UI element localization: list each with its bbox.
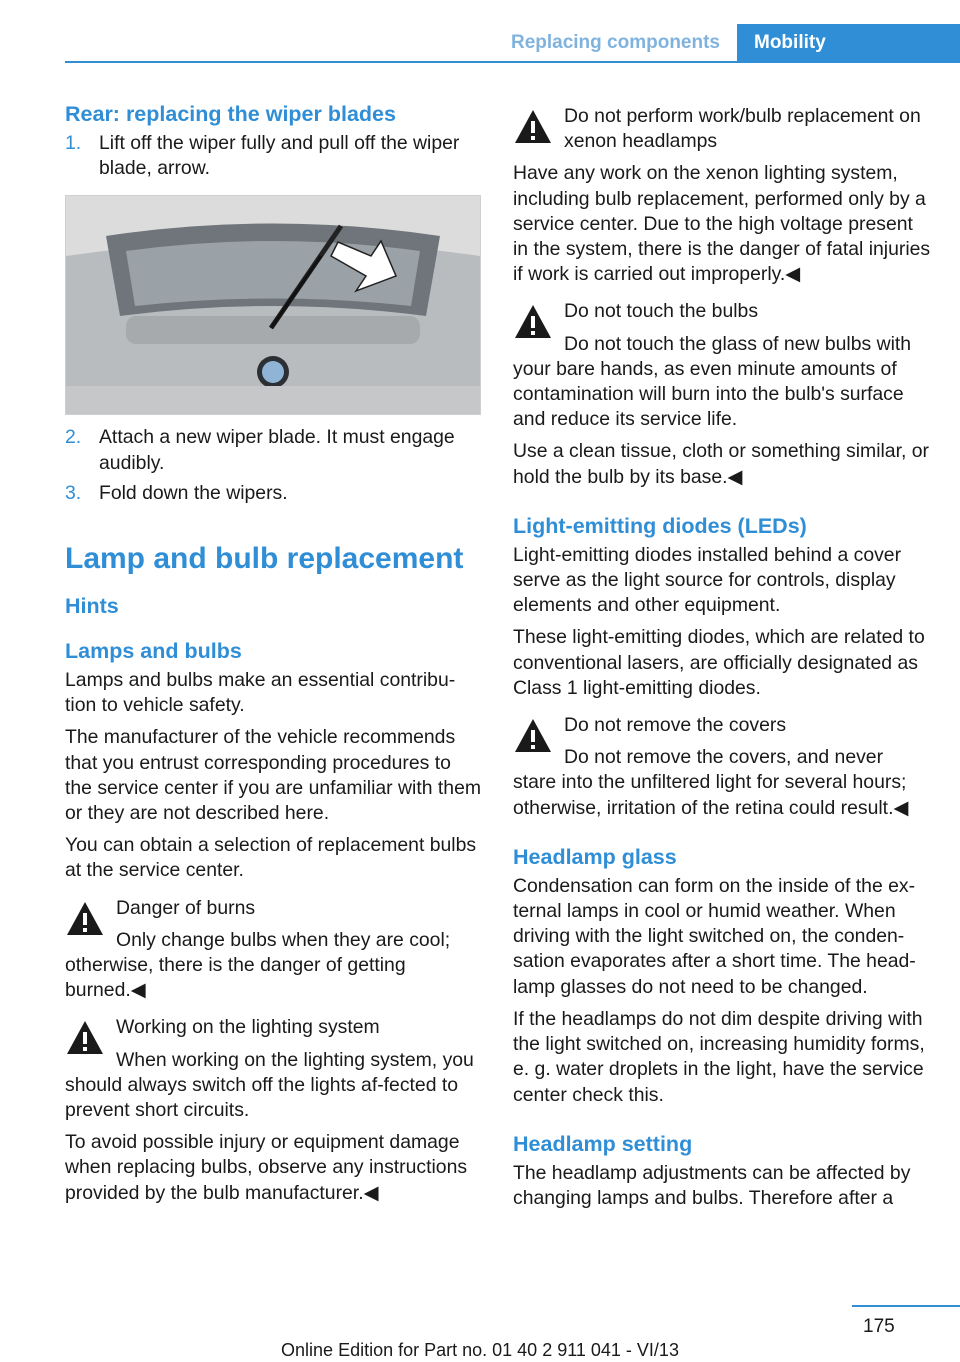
header-chapter-label: Mobility [754, 32, 826, 53]
warning-title: Working on the lighting system [116, 1016, 380, 1039]
paragraph: Use a clean tissue, cloth or something similar, or hold the bulb by its base.◀ [513, 440, 929, 488]
paragraph: If the headlamps do not dim despite driving with the light switched on, increasing humidity forms, e. g. water droplets in the light, have the service center check this. [513, 1007, 925, 1106]
hints-heading: Hints [65, 594, 119, 619]
paragraph: Lamps and bulbs make an essential contribu‐tion to vehicle safety. [65, 669, 456, 717]
paragraph: The manufacturer of the vehicle recommends that you entrust corresponding procedures to the service center if you are unfamiliar with them or they are not described here. [65, 726, 481, 825]
wiper-heading: Rear: replacing the wiper blades [65, 102, 396, 126]
rear-wiper-photo [65, 195, 481, 415]
warning-triangle-icon [513, 716, 553, 756]
header-chapter-tab [737, 24, 960, 63]
warning-body: Have any work on the xenon lighting system, including bulb replacement, performed only by a service center. Due to the high voltage present in the system, there is the danger of fatal injuries if work is carried out improperly.◀ [513, 162, 931, 286]
footer-rule [852, 1305, 960, 1307]
step-text: Lift off the wiper fully and pull off the wiper blade, arrow. [99, 132, 460, 180]
step-text: Fold down the wipers. [99, 481, 288, 504]
paragraph: These light-emitting diodes, which are related to conventional lasers, are officially designated as Class 1 light-emitting diodes. [513, 626, 925, 699]
warning-body: Do not remove the covers, and never stare into the unfiltered light for several hours; otherwise, irritation of the retina could result.◀ [513, 746, 909, 819]
headlamp-glass-heading: Headlamp glass [513, 844, 677, 869]
rear-wiper-illustration [66, 196, 480, 414]
step-number: 1. [65, 132, 82, 154]
paragraph: To avoid possible injury or equipment damage when replacing bulbs, observe any instructions provided by the bulb manufacturer.◀ [65, 1131, 468, 1204]
step-number: 2. [65, 426, 82, 449]
warning-body: When working on the lighting system, you should always switch off the lights af‐fected to prevent short circuits. [65, 1048, 474, 1122]
step-number: 3. [65, 481, 82, 504]
warning-title: Do not touch the bulbs [564, 300, 759, 323]
warning-body: Do not touch the glass of new bulbs with your bare hands, as even minute amounts of contamination will burn into the bulb's surface and reduce its service life. [513, 332, 912, 431]
chapter-heading: Lamp and bulb replacement [65, 542, 464, 576]
paragraph: Condensation can form on the inside of the ex‐ternal lamps in cool or humid weather. When driving with the light switched on, the conden‐sation evaporates after a short time. The head‐lamp glasses do not need to be changed. [513, 874, 916, 998]
warning-block [513, 104, 931, 287]
warning-block [513, 299, 931, 432]
step-item [65, 425, 483, 475]
header-rule [65, 61, 960, 63]
header-section-title: Replacing components [510, 32, 720, 53]
paragraph: The headlamp adjustments can be affected by changing lamps and bulbs. Therefore after a [513, 1161, 911, 1209]
step-item [65, 131, 483, 181]
page-number: 175 [863, 1316, 895, 1337]
wiper-steps-continued [65, 425, 483, 506]
warning-block [513, 713, 931, 821]
warning-title: Do not perform work/bulb replacement on xenon headlamps [564, 105, 921, 153]
lamps-bulbs-heading: Lamps and bulbs [65, 639, 242, 664]
warning-triangle-icon [513, 302, 553, 342]
right-column [513, 100, 931, 1218]
paragraph: You can obtain a selection of replacement bulbs at the service center. [65, 834, 477, 882]
warning-title: Danger of burns [116, 896, 256, 919]
left-column [65, 100, 483, 1213]
warning-block [65, 896, 483, 1004]
step-text: Attach a new wiper blade. It must engage audibly. [99, 426, 455, 474]
warning-block [65, 1015, 483, 1123]
paragraph: Light-emitting diodes installed behind a cover serve as the light source for controls, display elements and other equipment. [513, 543, 902, 617]
led-heading: Light-emitting diodes (LEDs) [513, 513, 807, 538]
warning-triangle-icon [65, 899, 105, 939]
headlamp-setting-heading: Headlamp setting [513, 1131, 693, 1156]
edition-line: Online Edition for Part no. 01 40 2 911 041 - VI/13 [281, 1340, 679, 1360]
step-item [65, 481, 483, 506]
warning-body: Only change bulbs when they are cool; otherwise, there is the danger of getting burned.◀ [65, 928, 451, 1002]
warning-triangle-icon [65, 1018, 105, 1058]
warning-triangle-icon [513, 107, 553, 147]
wiper-steps [65, 131, 483, 181]
warning-title: Do not remove the covers [564, 714, 787, 737]
